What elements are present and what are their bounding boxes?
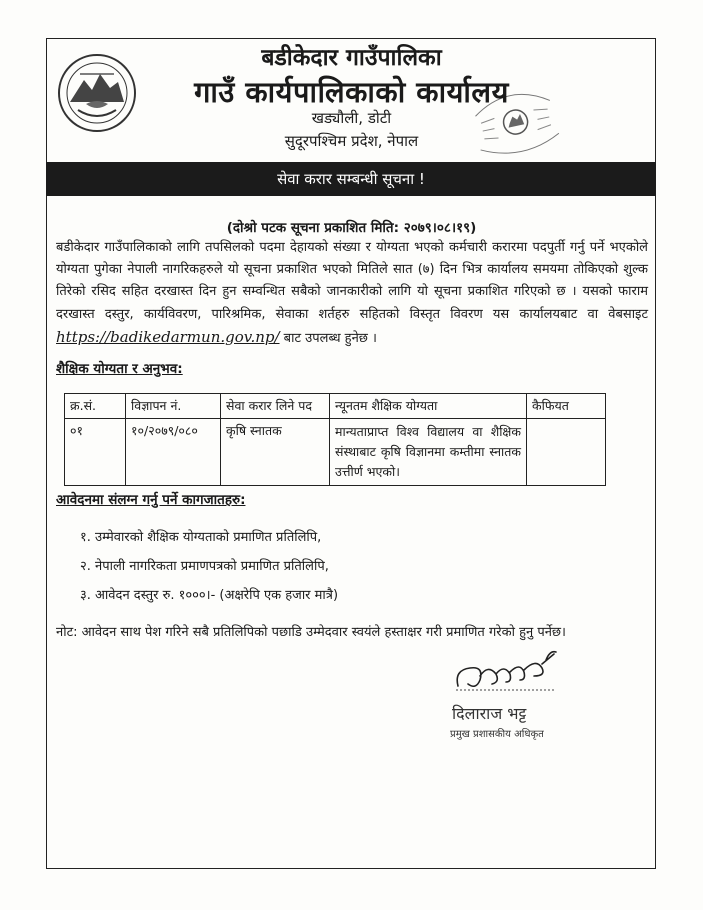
note-text: नोट: आवेदन साथ पेश गरिने सबै प्रतिलिपिको पछाडि उम्मेदवार स्वयंले हस्ताक्षर गरी प्रमाणित गरेको हुनु पर्नेछ। <box>56 625 566 640</box>
cell-serial: ०१ <box>65 419 126 486</box>
documents-list <box>80 527 338 614</box>
list-item: २. नेपाली नागरिकता प्रमाणपत्रको प्रमाणित प्रतिलिपि, <box>80 559 329 574</box>
office-name: गाउँ कार्यपालिकाको कार्यालय <box>194 75 509 109</box>
office-province: सुदूरपश्चिम प्रदेश, नेपाल <box>284 132 419 150</box>
cell-ad-number: १०/२०७९/०८० <box>126 419 221 486</box>
cell-position: कृषि स्नातक <box>221 419 330 486</box>
table-header-row <box>65 394 606 419</box>
notice-banner-title: सेवा करार सम्बन्धी सूचना ! <box>277 170 425 188</box>
notice-body-end: बाट उपलब्ध हुनेछ । <box>283 330 377 346</box>
qualification-heading: शैक्षिक योग्यता र अनुभव: <box>56 361 183 377</box>
table-row <box>65 419 606 486</box>
signatory-name: दिलाराज भट्ट <box>452 704 527 723</box>
org-name: बडीकेदार गाउँपालिका <box>261 45 442 71</box>
signature-icon <box>450 640 560 698</box>
col-serial-header: क्र.सं. <box>65 394 126 419</box>
signatory-title: प्रमुख प्रशासकीय अधिकृत <box>450 729 544 740</box>
col-remarks-header: कैफियत <box>527 394 606 419</box>
documents-heading: आवेदनमा संलग्न गर्नु पर्ने कागजातहरु: <box>56 492 246 508</box>
notice-body <box>56 237 648 350</box>
list-item: १. उम्मेवारको शैक्षिक योग्यताको प्रमाणित प्रतिलिपि, <box>80 530 322 545</box>
list-item: ३. आवेदन दस्तुर रु. १०००।- (अक्षरेपि एक हजार मात्रै) <box>80 588 339 603</box>
notice-body-text: बडीकेदार गाउँपालिकाको लागि तपसिलको पदमा देहायको संख्या र योग्यता भएको कर्मचारी करारमा पदपुर्ती गर्नु पर्ने भएकोले योग्यता पुगेका नेपाली नागरिकहरुले यो सूचना प्रकाशित भएको मितिले सात (७) दिन भित्र कार्यालय समयमा तोकिएको शुल्क तिरेको रसिद सहित दरखास्त दिन हुन सम्वन्धित सबैको जानकारीको लागि यो सूचना प्रकाशित गरिएको छ । यसको फाराम दरखास्त दस्तुर, कार्यविवरण, पारिश्रमिक, सेवाका शर्तहरु सहितको विस्तृत विवरण यस कार्यालयबाट वा वेबसाइट <box>56 240 648 322</box>
cell-qualification: मान्यताप्राप्त विश्व विद्यालय वा शैक्षिक संस्थाबाट कृषि विज्ञानमा कम्तीमा स्नातक उत्तीर्ण भएको। <box>330 419 527 486</box>
qualification-table <box>64 393 606 486</box>
col-qualification-header: न्यूनतम शैक्षिक योग्यता <box>330 394 527 419</box>
publication-date-line: (दोश्रो पटक सूचना प्रकाशित मिति: २०७९।०८।१९) <box>226 220 477 236</box>
col-position-header: सेवा करार लिने पद <box>221 394 330 419</box>
col-ad-number-header: विज्ञापन नं. <box>126 394 221 419</box>
notice-banner <box>46 162 656 196</box>
website-link[interactable]: https://badikedarmun.gov.np/ <box>56 327 280 346</box>
office-location: खड्यौली, डोटी <box>311 109 392 127</box>
cell-remarks <box>527 419 606 486</box>
